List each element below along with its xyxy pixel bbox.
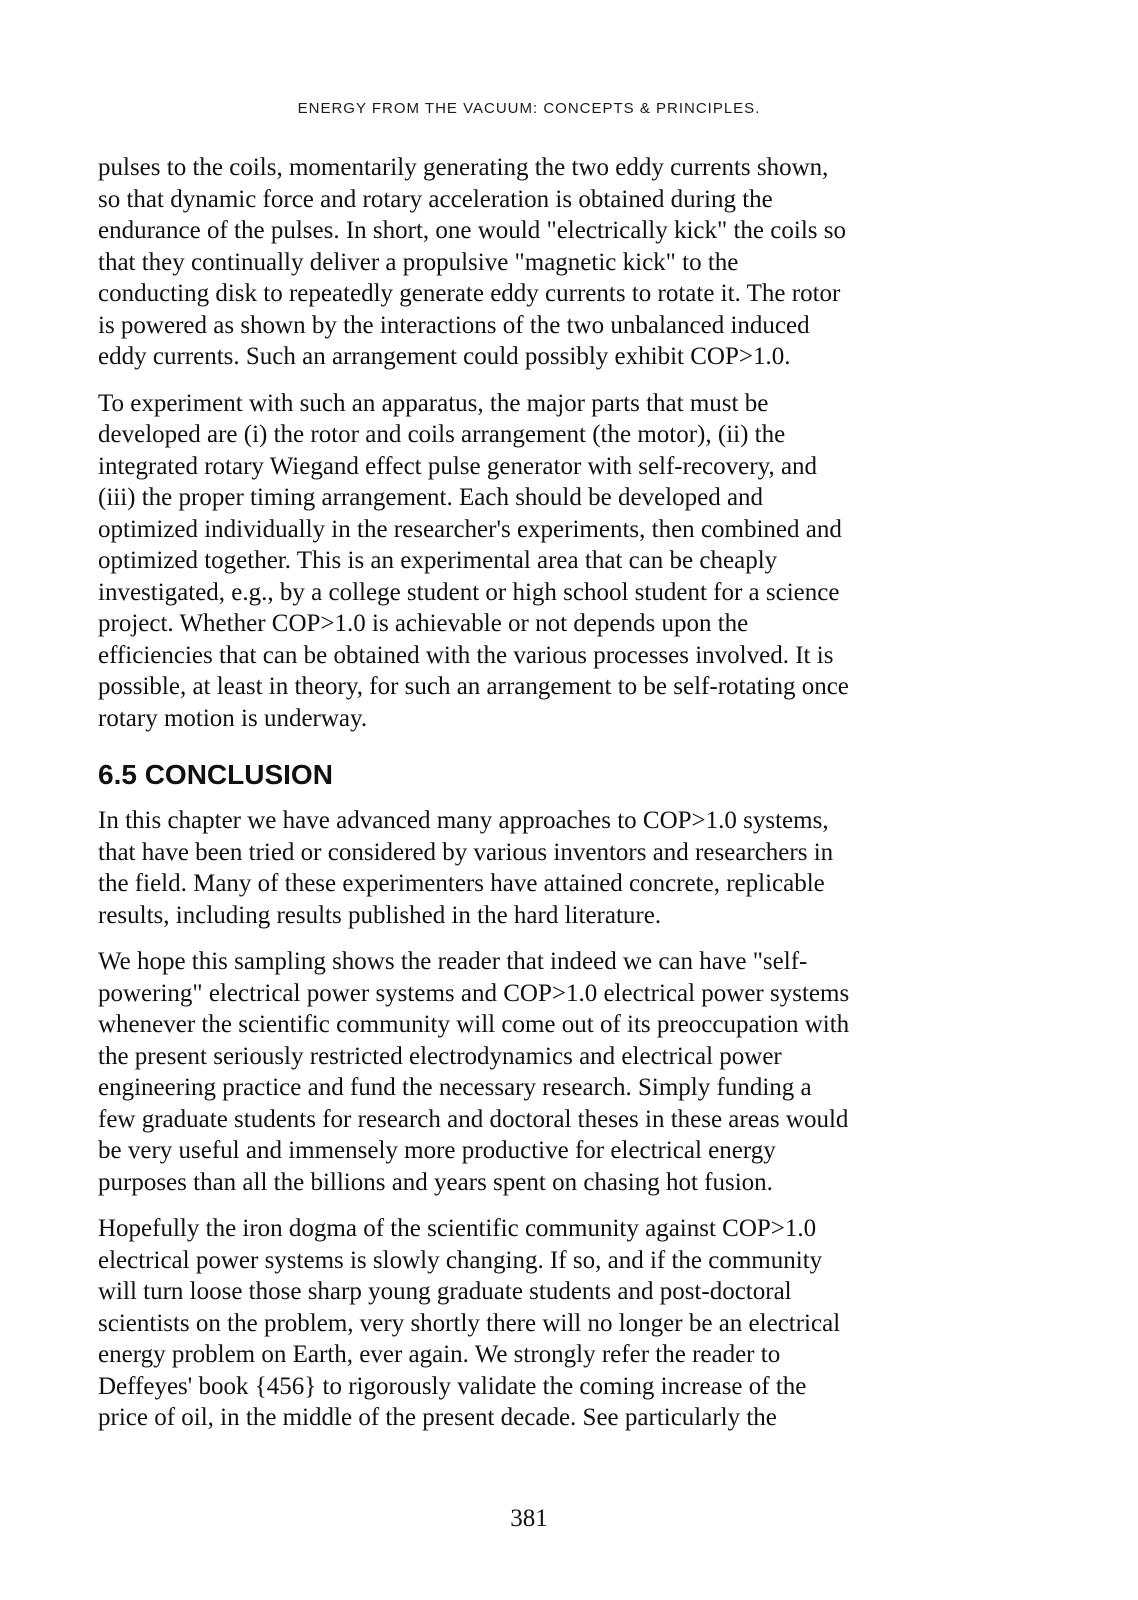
text-line: results, including results published in the hard literature. [98, 901, 662, 929]
text-line: scientists on the problem, very shortly there will no longer be an electrical [98, 1309, 841, 1337]
text-line: that they continually deliver a propulsive "magnetic kick" to the [98, 248, 739, 276]
text-line: (iii) the proper timing arrangement. Each should be developed and [98, 484, 764, 511]
text-line: energy problem on Earth, ever again. We strongly refer the reader to [98, 1341, 781, 1368]
text-line: price of oil, in the middle of the present decade. See particularly the [98, 1404, 777, 1431]
text-line: few graduate students for research and doctoral theses in these areas would [98, 1105, 849, 1133]
paragraph [98, 946, 958, 1198]
text-line: eddy currents. Such an arrangement could possibly exhibit COP>1.0. [98, 343, 791, 370]
text-line: Hopefully the iron dogma of the scientific community against COP>1.0 [98, 1215, 817, 1242]
text-line: so that dynamic force and rotary acceleration is obtained during the [98, 185, 773, 213]
text-line: integrated rotary Wiegand effect pulse generator with self-recovery, and [98, 452, 818, 480]
text-line: whenever the scientific community will come out of its preoccupation with [98, 1011, 850, 1038]
text-line: engineering practice and fund the necessary research. Simply funding a [98, 1074, 812, 1101]
text-line: project. Whether COP>1.0 is achievable or not depends upon the [98, 610, 749, 637]
text-line: be very useful and immensely more productive for electrical energy [98, 1137, 776, 1164]
paragraph [98, 805, 958, 931]
text-line: is powered as shown by the interactions of the two unbalanced induced [98, 311, 810, 339]
running-header: ENERGY FROM THE VACUUM: CONCEPTS & PRINCIPLES. [297, 100, 761, 117]
text-line: pulses to the coils, momentarily generating the two eddy currents shown, [98, 154, 829, 181]
text-line: investigated, e.g., by a college student or high school student for a science [98, 578, 840, 606]
page-body [98, 152, 958, 1449]
paragraph [98, 388, 958, 735]
paragraph [98, 152, 958, 373]
text-line: purposes than all the billions and years spent on chasing hot fusion. [98, 1168, 773, 1196]
text-line: endurance of the pulses. In short, one would "electrically kick" the coils so [98, 217, 846, 244]
paragraph [98, 1213, 958, 1434]
text-line: the field. Many of these experimenters have attained concrete, replicable [98, 870, 825, 897]
text-line: electrical power systems is slowly changing. If so, and if the community [98, 1246, 823, 1274]
section-heading: 6.5 CONCLUSION [98, 759, 333, 790]
body-text-before-heading [98, 152, 958, 734]
text-line: powering" electrical power systems and COP>1.0 electrical power systems [98, 979, 850, 1007]
text-line: In this chapter we have advanced many approaches to COP>1.0 systems, [98, 807, 829, 834]
text-line: Deffeyes' book {456} to rigorously validate the coming increase of the [98, 1372, 807, 1400]
text-line: will turn loose those sharp young graduate students and post-doctoral [98, 1278, 792, 1305]
text-line: We hope this sampling shows the reader that indeed we can have "self- [98, 948, 808, 975]
text-line: rotary motion is underway. [98, 704, 368, 732]
body-text-after-heading [98, 805, 958, 1434]
page-number: 381 [510, 1505, 548, 1532]
text-line: that have been tried or considered by various inventors and researchers in [98, 838, 834, 866]
text-line: efficiencies that can be obtained with the various processes involved. It is [98, 641, 834, 669]
text-line: optimized individually in the researcher's experiments, then combined and [98, 515, 842, 543]
text-line: the present seriously restricted electrodynamics and electrical power [98, 1042, 782, 1070]
text-line: possible, at least in theory, for such an arrangement to be self-rotating once [98, 673, 849, 700]
text-line: To experiment with such an apparatus, the major parts that must be [98, 389, 769, 417]
text-line: conducting disk to repeatedly generate eddy currents to rotate it. The rotor [98, 280, 841, 307]
text-line: optimized together. This is an experimental area that can be cheaply [98, 547, 778, 574]
text-line: developed are (i) the rotor and coils arrangement (the motor), (ii) the [98, 421, 786, 448]
